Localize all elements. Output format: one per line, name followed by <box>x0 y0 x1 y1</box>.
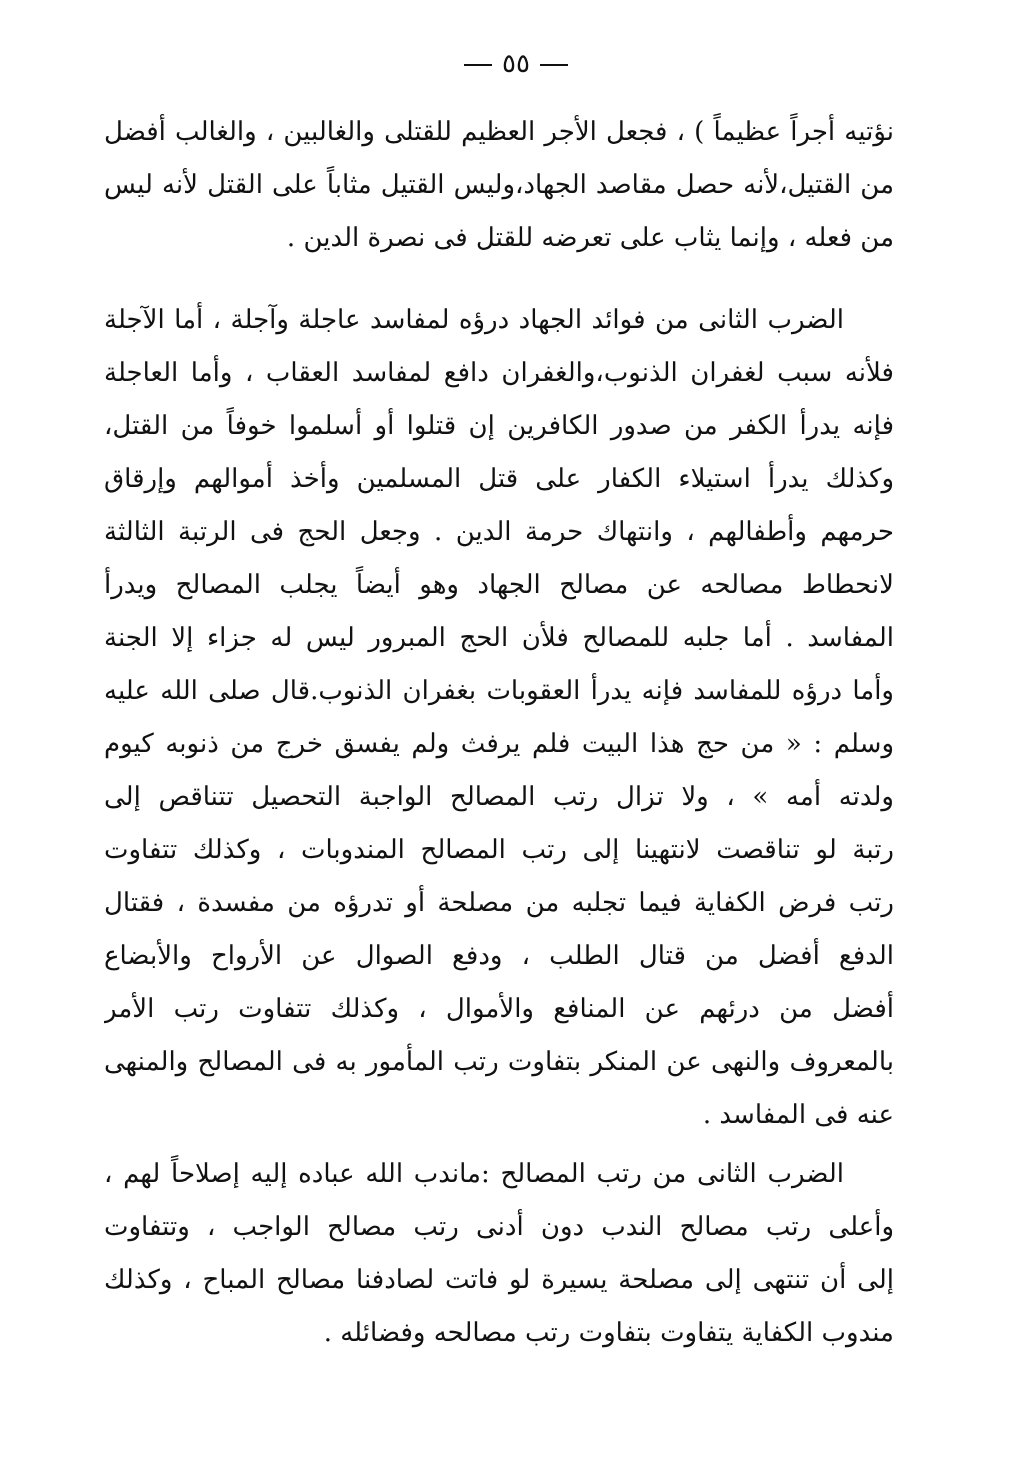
text-line: وأما درؤه للمفاسد فإنه يدرأ العقوبات بغفران الذنوب.قال صلى الله عليه <box>104 676 894 706</box>
text-line: أفضل من درئهم عن المنافع والأموال ، وكذلك تتفاوت رتب الأمر <box>104 994 894 1024</box>
text-line: من القتيل،لأنه حصل مقاصد الجهاد،وليس القتيل مثاباً على القتل لأنه ليس <box>104 170 894 200</box>
right-dash <box>464 64 492 66</box>
text-line: بالمعروف والنهى عن المنكر بتفاوت رتب المأمور به فى المصالح والمنهى <box>104 1047 894 1077</box>
text-line: الضرب الثانى من فوائد الجهاد درؤه لمفاسد عاجلة وآجلة ، أما الآجلة <box>104 305 844 335</box>
text-line: ولدته أمه » ، ولا تزال رتب المصالح الواجبة التحصيل تتناقص إلى <box>104 782 894 812</box>
text-line: وكذلك يدرأ استيلاء الكفار على قتل المسلمين وأخذ أموالهم وإرقاق <box>104 464 894 494</box>
text-line: رتب فرض الكفاية فيما تجلبه من مصلحة أو تدرؤه من مفسدة ، فقتال <box>104 888 894 918</box>
text-line: عنه فى المفاسد . <box>702 1100 894 1130</box>
text-line: لانحطاط مصالحه عن مصالح الجهاد وهو أيضاً يجلب المصالح ويدرأ <box>104 570 894 600</box>
text-line: الضرب الثانى من رتب المصالح :ماندب الله عباده إليه إصلاحاً لهم ، <box>104 1159 844 1189</box>
paragraph-1 <box>104 106 894 265</box>
page-number-header <box>0 44 1032 84</box>
paragraph-3 <box>104 1148 894 1360</box>
text-line: رتبة لو تناقصت لانتهينا إلى رتب المصالح المندوبات ، وكذلك تتفاوت <box>104 835 894 865</box>
text-line: وأعلى رتب مصالح الندب دون أدنى رتب مصالح الواجب ، وتتفاوت <box>104 1212 894 1242</box>
text-line: مندوب الكفاية يتفاوت بتفاوت رتب مصالحه وفضائله . <box>323 1318 894 1348</box>
page-number: ٥٥ <box>502 49 530 79</box>
text-line: الدفع أفضل من قتال الطلب ، ودفع الصوال عن الأرواح والأبضاع <box>104 941 894 971</box>
text-line: نؤتيه أجراً عظيماً ) ، فجعل الأجر العظيم للقتلى والغالبين ، والغالب أفضل <box>104 117 894 147</box>
text-line: حرمهم وأطفالهم ، وانتهاك حرمة الدين . وجعل الحج فى الرتبة الثالثة <box>104 517 894 547</box>
text-line: المفاسد . أما جلبه للمصالح فلأن الحج المبرور ليس له جزاء إلا الجنة <box>104 623 894 653</box>
left-dash <box>540 64 568 66</box>
text-line: إلى أن تنتهى إلى مصلحة يسيرة لو فاتت لصادفنا مصالح المباح ، وكذلك <box>104 1265 894 1295</box>
text-line: من فعله ، وإنما يثاب على تعرضه للقتل فى نصرة الدين . <box>286 223 894 253</box>
text-line: فلأنه سبب لغفران الذنوب،والغفران دافع لمفاسد العقاب ، وأما العاجلة <box>104 358 894 388</box>
text-line: فإنه يدرأ الكفر من صدور الكافرين إن قتلوا أو أسلموا خوفاً من القتل، <box>104 411 894 441</box>
text-line: وسلم : « من حج هذا البيت فلم يرفث ولم يفسق خرج من ذنوبه كيوم <box>104 729 894 759</box>
paragraph-2 <box>104 294 894 1142</box>
